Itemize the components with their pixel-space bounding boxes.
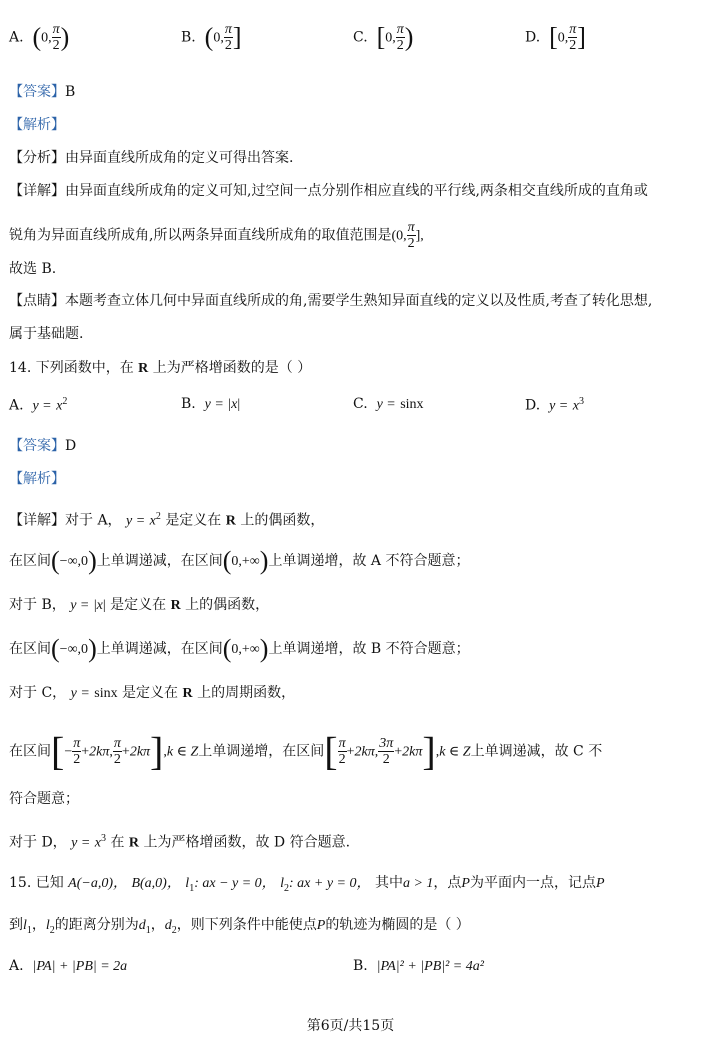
q13-conclusion: 故选 B. [9,261,57,277]
q14-detail-b2: 在区间(−∞,0)上单调递减，在区间(0,+∞)上单调递增，故 B 不符合题意； [9,634,470,663]
q15-stem-1: 15. 已知 A(−a,0)， B(a,0)， $l_1$: ax − y = 0， $l_2$: ax + y = 0， 其中a > 1，点P为平面内一点，记点P [9,875,605,894]
q14-detail-c3: 符合题意； [9,791,79,807]
q13-option-c: C. [0, $\frac{\pi}{2}$ ) [353,22,414,53]
q13-detail-1: 【详解】由异面直线所成角的定义可知,过空间一点分别作相应直线的平行线,两条相交直线所成的直角或 [9,183,648,199]
q13-fenxi: 【分析】由异面直线所成角的定义可得出答案. [9,150,294,166]
q15-option-a: A. |PA| + |PB| = 2a [9,958,128,974]
q14-answer: 【答案】D [9,438,77,454]
page-footer: 第6页/共15页 [306,1018,395,1034]
q14-detail-b1: 对于 B， y = |x| 是定义在 R 上的偶函数， [9,597,270,613]
q13-analysis-tag: 【解析】 [9,117,65,133]
q14-detail-d: 对于 D， $y = x^3$ 在 R 上为严格增函数，故 D 符合题意. [9,833,351,851]
q13-comment-1: 【点睛】本题考查立体几何中异面直线所成的角,需要学生熟知异面直线的定义以及性质,考查了转化思想, [9,293,653,309]
q14-detail-c2: 在区间[− $\frac{\pi}{2}$ +2kπ, $\frac{\pi}{2}$ +2kπ],k ∈ Z上单调递增，在区间[ $\frac{\pi}{2}$ +2kπ, $\frac{3\pi}{2}$ +2kπ],k ∈ Z上单调递减，故 C 不 [9,728,603,774]
q14-option-c: C. y = sinx [353,396,424,412]
q15-stem-2: 到$l_1$，$l_2$的距离分别为$d_1$，$d_2$，则下列条件中能使点P的轨迹为椭圆的是（ ） [9,917,470,936]
q14-analysis-tag: 【解析】 [9,471,65,487]
q13-option-a: A. (0, $\frac{\pi}{2}$ ) [9,22,70,53]
q14-option-b: B. y = |x| [181,396,241,412]
q14-detail-a2: 在区间(−∞,0)上单调递减，在区间(0,+∞)上单调递增，故 A 不符合题意； [9,546,470,575]
q14-stem: 14. 下列函数中，在 R 上为严格增函数的是（ ） [9,360,312,376]
q14-detail-a1: 【详解】对于 A， $y = x^2$ 是定义在 R 上的偶函数， [9,511,325,529]
q13-comment-2: 属于基础题. [9,326,84,342]
q13-detail-2: 锐角为异面直线所成角,所以两条异面直线所成角的取值范围是(0, $\frac{\pi}{2}$ ], [9,220,424,251]
q13-option-b: B. (0, $\frac{\pi}{2}$ ] [181,22,242,53]
q15-option-b: B. |PA|² + |PB|² = 4a² [353,958,484,974]
q14-option-d: D. $y = x^3$ [525,396,584,414]
q13-option-d: D. [0, $\frac{\pi}{2}$ ] [525,22,586,53]
q14-option-a: A. $y = x^2$ [9,396,68,414]
q13-answer: 【答案】B [9,84,76,100]
q14-detail-c1: 对于 C， y = sinx 是定义在 R 上的周期函数， [9,685,296,701]
